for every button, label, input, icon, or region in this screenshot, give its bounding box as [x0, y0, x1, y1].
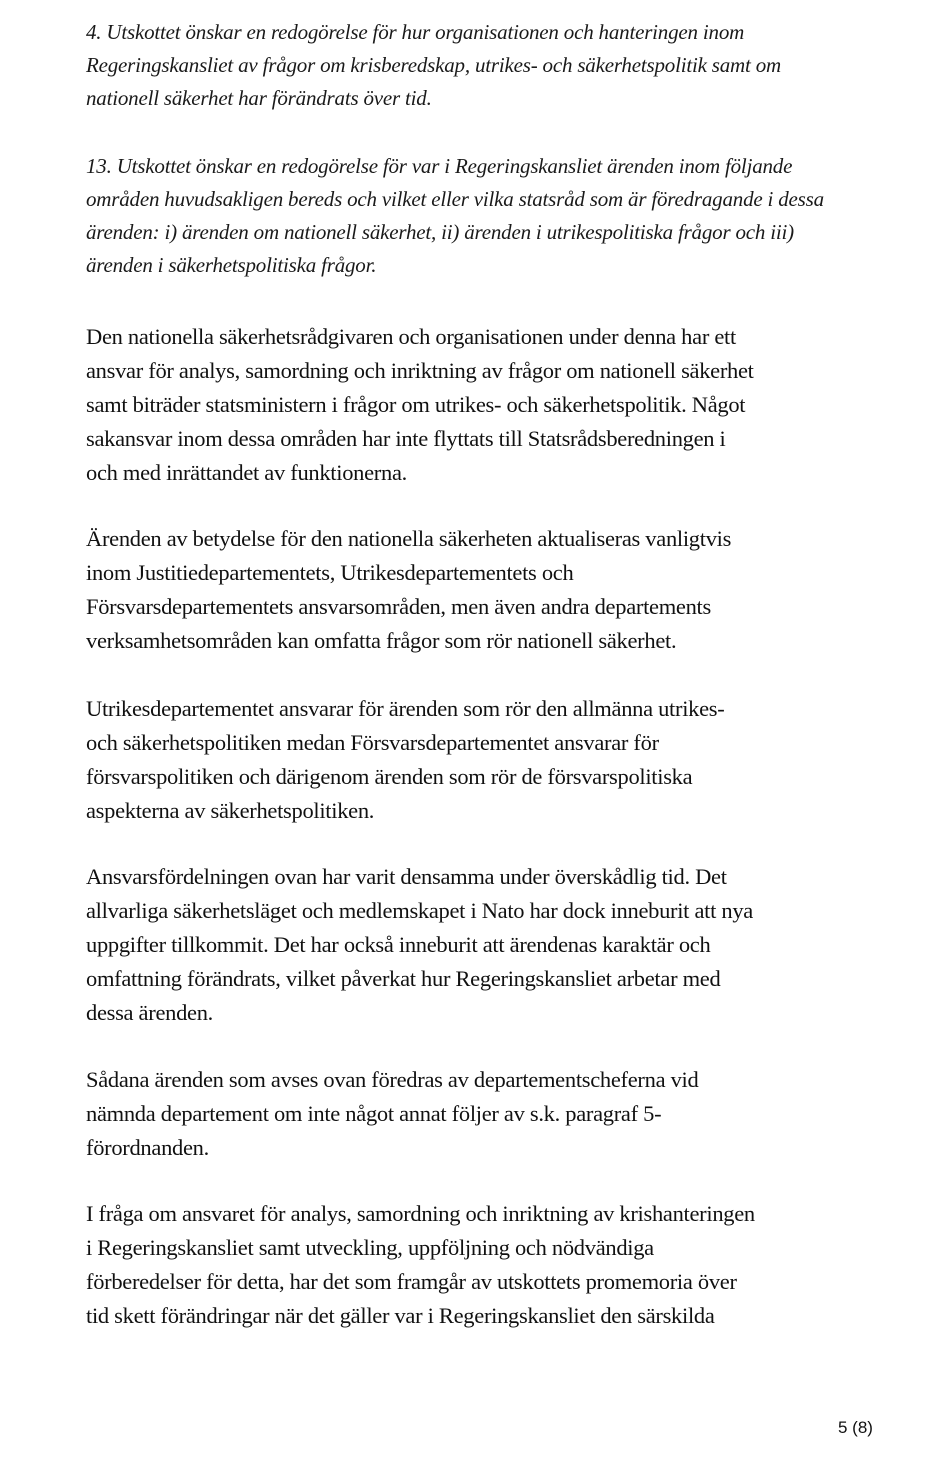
body-paragraph	[86, 860, 886, 1030]
text-line: uppgifter tillkommit. Det har också inneburit att ärendenas karaktär och	[86, 932, 711, 957]
text-line: I fråga om ansvaret för analys, samordning och inriktning av krishanteringen	[86, 1201, 755, 1226]
text-line: och med inrättandet av funktionerna.	[86, 460, 407, 485]
text-line: nationell säkerhet har förändrats över tid.	[86, 86, 432, 110]
text-line: verksamhetsområden kan omfatta frågor som rör nationell säkerhet.	[86, 628, 677, 653]
text-line: ärenden: i) ärenden om nationell säkerhet, ii) ärenden i utrikespolitiska frågor och iii)	[86, 220, 794, 244]
text-line: förberedelser för detta, har det som framgår av utskottets promemoria över	[86, 1269, 737, 1294]
text-line: och säkerhetspolitiken medan Försvarsdepartementet ansvarar för	[86, 730, 659, 755]
text-line: Ärenden av betydelse för den nationella säkerheten aktualiseras vanligtvis	[86, 526, 732, 551]
committee-question-4	[86, 16, 876, 115]
text-line: Ansvarsfördelningen ovan har varit densamma under överskådlig tid. Det	[86, 864, 727, 889]
body-paragraph	[86, 320, 886, 490]
text-line: Försvarsdepartementets ansvarsområden, men även andra departements	[86, 594, 711, 619]
text-line: ärenden i säkerhetspolitiska frågor.	[86, 253, 377, 277]
page-number: 5 (8)	[838, 1418, 873, 1437]
body-paragraph	[86, 1197, 886, 1333]
text-line: områden huvudsakligen bereds och vilket eller vilka statsråd som är föredragande i dessa	[86, 187, 824, 211]
body-paragraph	[86, 522, 886, 658]
committee-question-13	[86, 150, 876, 282]
text-line: i Regeringskansliet samt utveckling, uppföljning och nödvändiga	[86, 1235, 654, 1260]
text-line: Den nationella säkerhetsrådgivaren och organisationen under denna har ett	[86, 324, 736, 349]
text-line: ansvar för analys, samordning och inriktning av frågor om nationell säkerhet	[86, 358, 754, 383]
body-paragraph	[86, 692, 886, 828]
text-line: inom Justitiedepartementets, Utrikesdepartementets och	[86, 560, 574, 585]
text-line: nämnda departement om inte något annat följer av s.k. paragraf 5-	[86, 1101, 662, 1126]
text-line: allvarliga säkerhetsläget och medlemskapet i Nato har dock inneburit att nya	[86, 898, 753, 923]
text-line: 4. Utskottet önskar en redogörelse för hur organisationen och hanteringen inom	[86, 20, 745, 44]
text-line: omfattning förändrats, vilket påverkat hur Regeringskansliet arbetar med	[86, 966, 721, 991]
text-line: 13. Utskottet önskar en redogörelse för var i Regeringskansliet ärenden inom följande	[86, 154, 793, 178]
text-line: Utrikesdepartementet ansvarar för ärenden som rör den allmänna utrikes-	[86, 696, 725, 721]
text-line: samt biträder statsministern i frågor om utrikes- och säkerhetspolitik. Något	[86, 392, 746, 417]
text-line: förordnanden.	[86, 1135, 209, 1160]
text-line: sakansvar inom dessa områden har inte flyttats till Statsrådsberedningen i	[86, 426, 726, 451]
text-line: tid skett förändringar när det gäller var i Regeringskansliet den särskilda	[86, 1303, 715, 1328]
text-line: Regeringskansliet av frågor om krisberedskap, utrikes- och säkerhetspolitik samt om	[86, 53, 781, 77]
text-line: försvarspolitiken och därigenom ärenden som rör de försvarspolitiska	[86, 764, 693, 789]
body-paragraph	[86, 1063, 886, 1165]
text-line: aspekterna av säkerhetspolitiken.	[86, 798, 375, 823]
text-line: Sådana ärenden som avses ovan föredras av departementscheferna vid	[86, 1067, 699, 1092]
text-line: dessa ärenden.	[86, 1000, 213, 1025]
